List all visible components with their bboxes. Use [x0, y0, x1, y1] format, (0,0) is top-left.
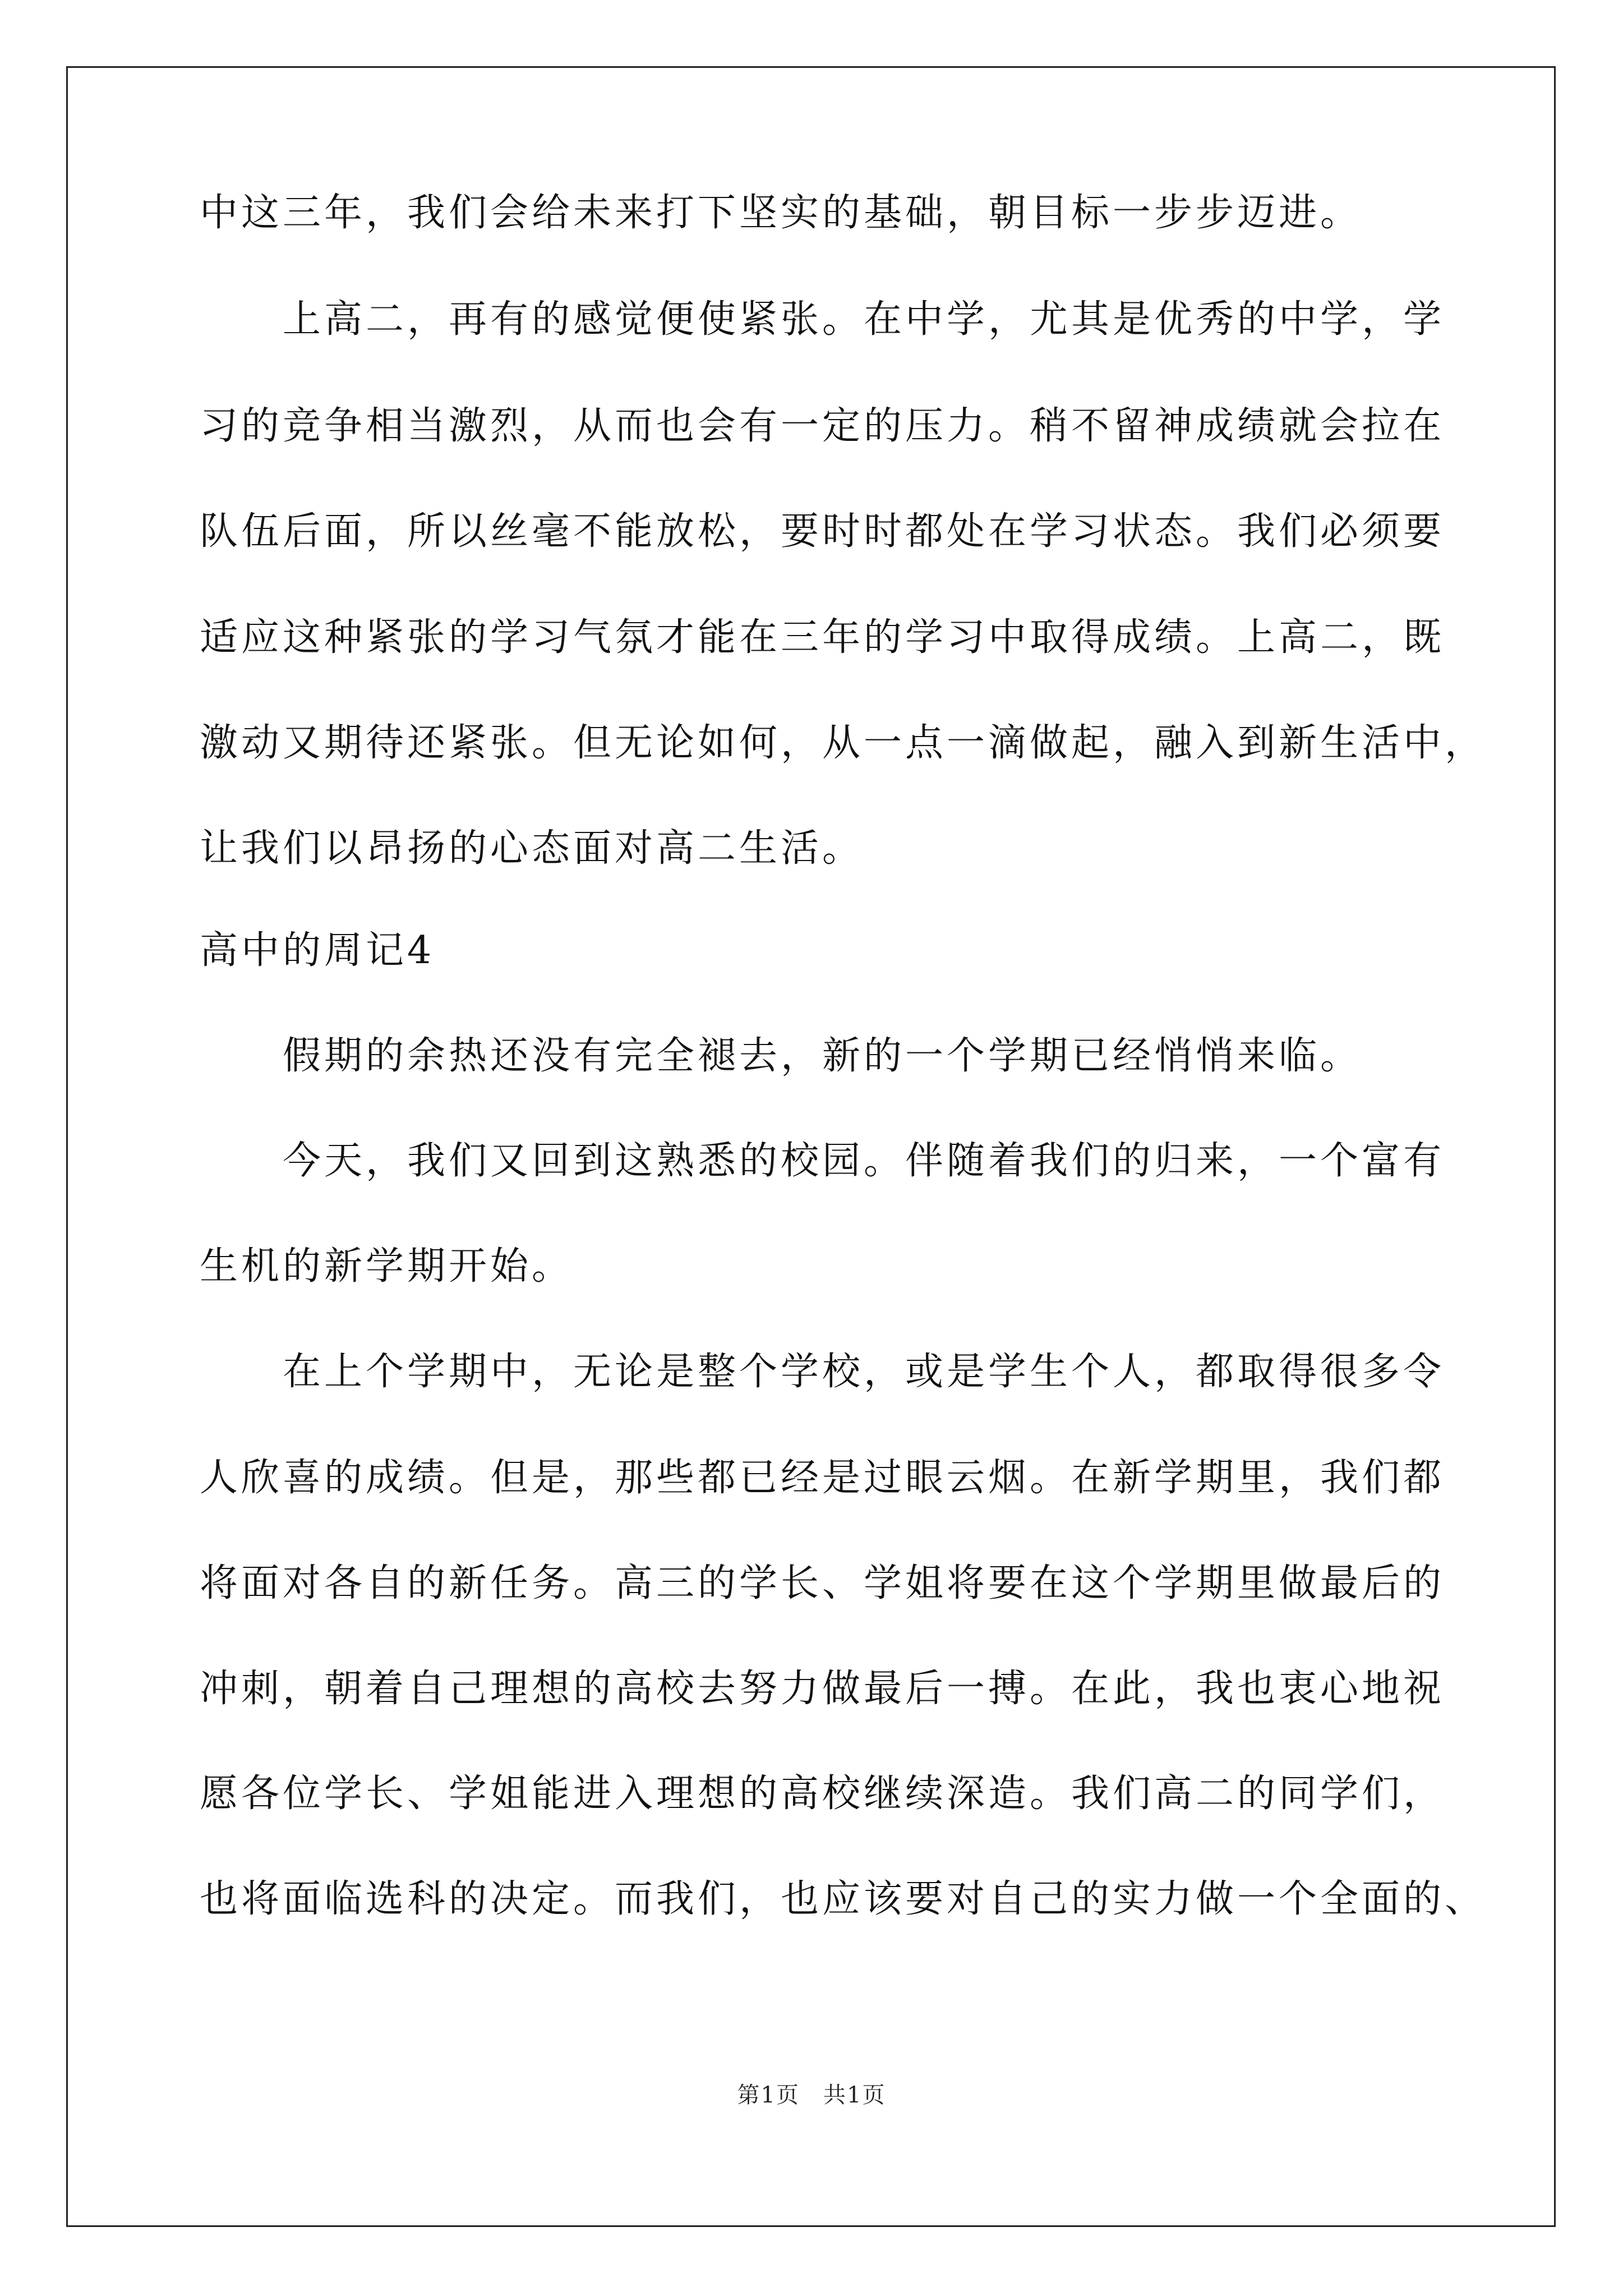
- text-line: 人欣喜的成绩。但是，那些都已经是过眼云烟。在新学期里，我们都: [200, 1456, 1445, 1500]
- paragraph-start-line: 在上个学期中，无论是整个学校，或是学生个人，都取得很多令: [283, 1350, 1445, 1394]
- text-line: 将面对各自的新任务。高三的学长、学姐将要在这个学期里做最后的: [200, 1561, 1445, 1605]
- text-line: 队伍后面，所以丝毫不能放松，要时时都处在学习状态。我们必须要: [200, 509, 1445, 554]
- text-line: 中这三年，我们会给未来打下坚实的基础，朝目标一步步迈进。: [200, 191, 1362, 235]
- paragraph-start-line: 上高二，再有的感觉便使紧张。在中学，尤其是优秀的中学，学: [283, 297, 1445, 342]
- text-line: 习的竞争相当激烈，从而也会有一定的压力。稍不留神成绩就会拉在: [200, 404, 1445, 448]
- section-heading: 高中的周记4: [200, 928, 435, 973]
- text-line: 激动又期待还紧张。但无论如何，从一点一滴做起，融入到新生活中，: [200, 721, 1487, 765]
- text-line: 冲刺，朝着自己理想的高校去努力做最后一搏。在此，我也衷心地祝: [200, 1667, 1445, 1711]
- text-line: 也将面临选科的决定。而我们，也应该要对自己的实力做一个全面的、: [200, 1877, 1487, 1921]
- paragraph-start-line: 今天，我们又回到这熟悉的校园。伴随着我们的归来，一个富有: [283, 1139, 1445, 1183]
- paragraph-start-line: 假期的余热还没有完全褪去，新的一个学期已经悄悄来临。: [283, 1034, 1362, 1078]
- text-line: 生机的新学期开始。: [200, 1244, 574, 1289]
- text-line: 愿各位学长、学姐能进入理想的高校继续深造。我们高二的同学们，: [200, 1772, 1445, 1816]
- page-number-footer: 第1页 共1页: [737, 2082, 886, 2108]
- text-line: 适应这种紧张的学习气氛才能在三年的学习中取得成绩。上高二，既: [200, 615, 1445, 660]
- text-line: 让我们以昂扬的心态面对高二生活。: [200, 826, 864, 871]
